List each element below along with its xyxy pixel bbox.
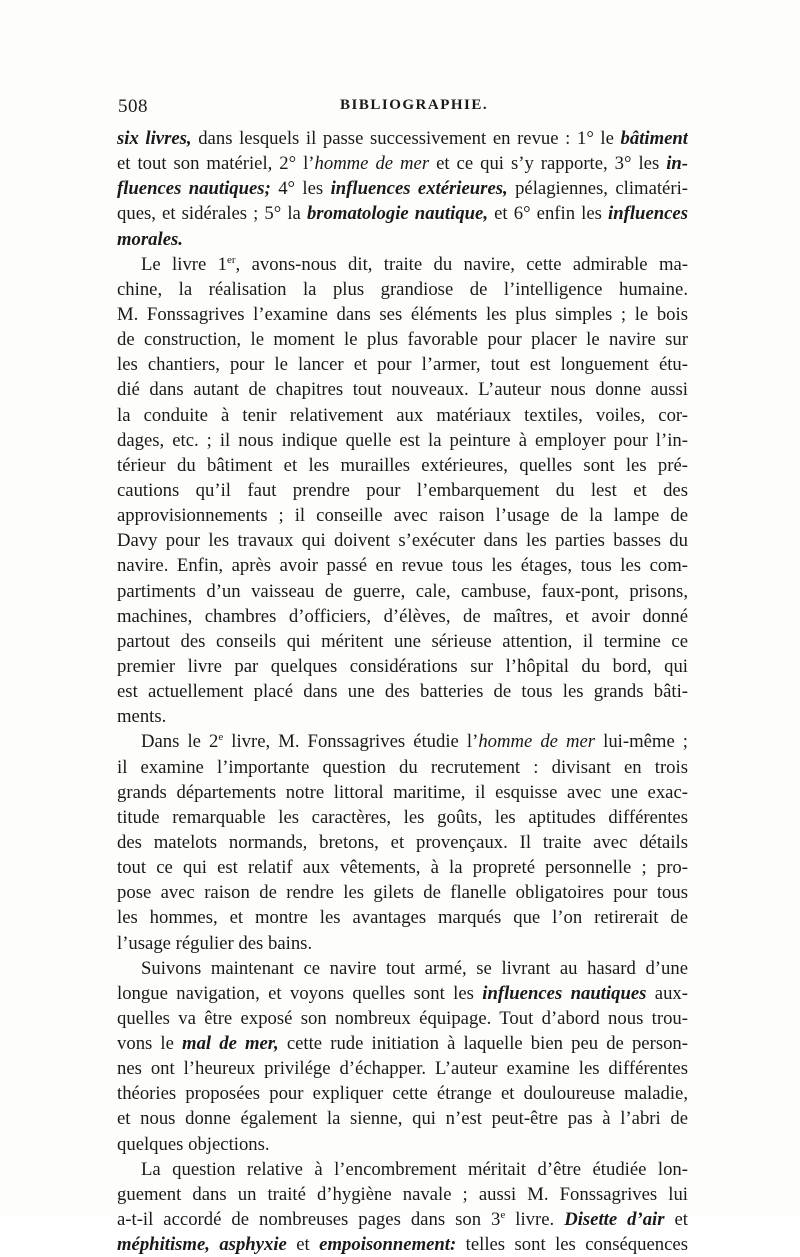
text-segment: ments. [117,706,167,728]
text-segment: l’usage régulier des bains. [117,932,313,954]
text-segment: partiments d’un vaisseau de guerre, cale, cambuse, faux-pont, prisons, [117,580,688,602]
text-segment: et tout son matériel, 2° l’ [117,153,315,175]
text-segment: lui-même ; [595,731,688,753]
text-segment: telles sont les conséquences [456,1234,688,1256]
text-segment: chine, la réalisation la plus grandiose de l’intelligence humaine. [117,278,688,300]
text-line-p3l8 [117,905,688,930]
text-segment: théories proposées pour expliquer cette étrange et douloureuse maladie, [117,1083,688,1105]
text-line-p4l4 [117,1031,688,1056]
text-line-p4l1 [117,956,688,981]
italic-text-segment: homme de mer [478,731,596,753]
italic-text-segment: influences extérieures, [330,178,508,200]
text-segment: et [286,1234,320,1256]
superscript: e [218,731,224,744]
page-header [118,96,688,120]
text-segment: guement dans un traité d’hygiène navale ; aussi M. Fonssagrives lui [117,1183,688,1205]
text-line-p2l11 [117,503,688,528]
text-segment: machines, chambres d’officiers, d’élèves, de maîtres, et avoir donné [117,605,688,627]
italic-text-segment: homme de mer [314,153,430,175]
italic-text-segment: in- [666,153,688,175]
text-line-p3l9 [117,931,688,956]
text-line-p2l14 [117,579,688,604]
text-line-p2l7 [117,403,688,428]
text-line-p2l19 [117,704,688,729]
text-line-p2l6 [117,377,688,402]
italic-text-segment: mal de mer, [182,1033,279,1055]
text-segment: tout ce qui est relatif aux vêtements, à la propreté personnelle ; pro- [117,857,688,879]
text-line-p3l4 [117,805,688,830]
superscript: e [500,1209,506,1222]
text-segment: quelques objections. [117,1133,270,1155]
italic-text-segment: influences [608,203,688,225]
text-line-p2l9 [117,453,688,478]
text-segment: aux- [646,982,688,1004]
italic-text-segment: empoisonnement: [319,1234,457,1256]
text-segment: des matelots normands, bretons, et provençaux. Il traite avec détails [117,831,688,853]
text-segment: navire. Enfin, après avoir passé en revue tous les étages, tous les com- [117,555,688,577]
text-segment: est actuellement placé dans une des batteries de tous les grands bâti- [117,681,688,703]
text-line-p2l15 [117,604,688,629]
text-line-p3l2 [117,755,688,780]
text-segment: la conduite à tenir relativement aux matériaux textiles, voiles, cor- [117,404,688,426]
text-line-p4l6 [117,1081,688,1106]
italic-text-segment: bromatologie nautique, [306,203,489,225]
text-line-p1l4 [117,201,688,226]
body-text [117,126,688,1257]
text-line-p2l18 [117,679,688,704]
text-line-p2l4 [117,327,688,352]
text-segment: et nous donne également la sienne, qui n’est peut-être pas à l’abri de [117,1108,688,1130]
text-segment: approvisionnements ; il conseille avec raison l’usage de la lampe de [117,505,688,527]
text-segment: dages, etc. ; il nous indique quelle est la peinture à employer pour l’in- [117,429,688,451]
italic-text-segment: six livres, [117,128,192,149]
text-segment: M. Fonssagrives l’examine dans ses éléments les plus simples ; le bois [117,303,688,325]
text-line-p1l2 [117,151,688,176]
text-segment: les hommes, et montre les avantages marqués que l’on retirerait de [117,907,688,929]
text-segment: Suivons maintenant ce navire tout armé, se livrant au hasard d’une [141,957,688,979]
text-line-p3l1 [117,729,688,754]
italic-text-segment: morales. [117,228,183,250]
text-segment: ques, et sidérales ; 5° la [117,203,307,225]
italic-text-segment: méphitisme, asphyxie [117,1234,287,1256]
text-line-p4l5 [117,1056,688,1081]
text-line-p4l3 [117,1006,688,1031]
text-segment: Dans le 2 [141,731,219,753]
text-segment: premier livre par quelques considérations sur l’hôpital du bord, qui [117,655,688,677]
text-line-p2l2 [117,277,688,302]
text-segment: livre. [505,1209,565,1231]
text-line-p5l1 [117,1157,688,1182]
text-segment: grands départements notre littoral maritime, il esquisse avec une exac- [117,781,688,803]
text-line-p2l12 [117,528,688,553]
text-segment: livre, M. Fonssagrives étudie l’ [223,731,479,753]
text-segment: cautions qu’il faut prendre pour l’embarquement du lest et des [117,479,688,501]
italic-text-segment: Disette d’air [564,1209,665,1231]
superscript: er [227,253,236,266]
italic-text-segment: bâtiment [620,128,688,149]
text-segment: il examine l’importante question du recrutement : divisant en trois [117,756,688,778]
text-line-p2l1 [117,252,688,277]
text-line-p2l5 [117,352,688,377]
text-line-p1l1 [117,126,688,151]
text-line-p2l8 [117,428,688,453]
text-segment: dans lesquels il passe successivement en revue : 1° le [191,128,621,149]
text-segment: Davy pour les travaux qui doivent s’exécuter dans les parties basses du [117,530,688,552]
text-segment: et [664,1209,688,1231]
text-line-p2l17 [117,654,688,679]
text-segment: et 6° enfin les [488,203,609,225]
text-segment: longue navigation, et voyons quelles sont les [117,982,483,1004]
text-line-p2l13 [117,553,688,578]
text-segment: et ce qui s’y rapporte, 3° les [429,153,667,175]
text-line-p3l3 [117,780,688,805]
text-segment: titude remarquable les caractères, les goûts, les aptitudes différentes [117,806,688,828]
text-segment: Le livre 1 [141,253,227,275]
italic-text-segment: influences nautiques [482,982,647,1004]
text-segment: pose avec raison de rendre les gilets de flanelle obligatoires pour tous [117,882,688,904]
text-line-p3l7 [117,880,688,905]
text-line-p1l3 [117,176,688,201]
text-segment: les chantiers, pour le lancer et pour l’armer, tout est longuement étu- [117,354,688,376]
text-segment: partout des conseils qui méritent une sérieuse attention, il termine ce [117,630,688,652]
text-segment: a-t-il accordé de nombreuses pages dans son 3 [117,1209,501,1231]
page-number: 508 [118,96,148,117]
text-segment: vons le [117,1033,183,1055]
text-line-p2l16 [117,629,688,654]
text-segment: térieur du bâtiment et les murailles extérieures, quelles sont les pré- [117,454,688,476]
running-title: BIBLIOGRAPHIE. [340,97,489,113]
text-segment: La question relative à l’encombrement méritait d’être étudiée lon- [141,1158,688,1180]
text-line-p5l4 [117,1232,688,1257]
text-line-p3l6 [117,855,688,880]
text-line-p1l5 [117,227,688,252]
text-segment: nes ont l’heureux privilége d’échapper. L’auteur examine les différentes [117,1058,688,1080]
text-line-p4l8 [117,1132,688,1157]
text-line-p2l3 [117,302,688,327]
text-segment: dié dans autant de chapitres tout nouveaux. L’auteur nous donne aussi [117,379,688,401]
text-segment: , avons-nous dit, traite du navire, cette admirable ma- [235,253,688,275]
text-segment: quelles va être exposé son nombreux équipage. Tout d’abord nous trou- [117,1007,688,1029]
text-segment: cette rude initiation à laquelle bien peu de person- [278,1033,688,1055]
text-line-p2l10 [117,478,688,503]
text-segment: pélagiennes, climatéri- [507,178,688,200]
text-line-p3l5 [117,830,688,855]
text-line-p5l2 [117,1182,688,1207]
italic-text-segment: fluences nautiques; [117,178,271,200]
text-line-p4l2 [117,981,688,1006]
text-segment: 4° les [270,178,331,200]
text-segment: de construction, le moment le plus favorable pour placer le navire sur [117,329,688,351]
text-line-p4l7 [117,1106,688,1131]
text-line-p5l3 [117,1207,688,1232]
